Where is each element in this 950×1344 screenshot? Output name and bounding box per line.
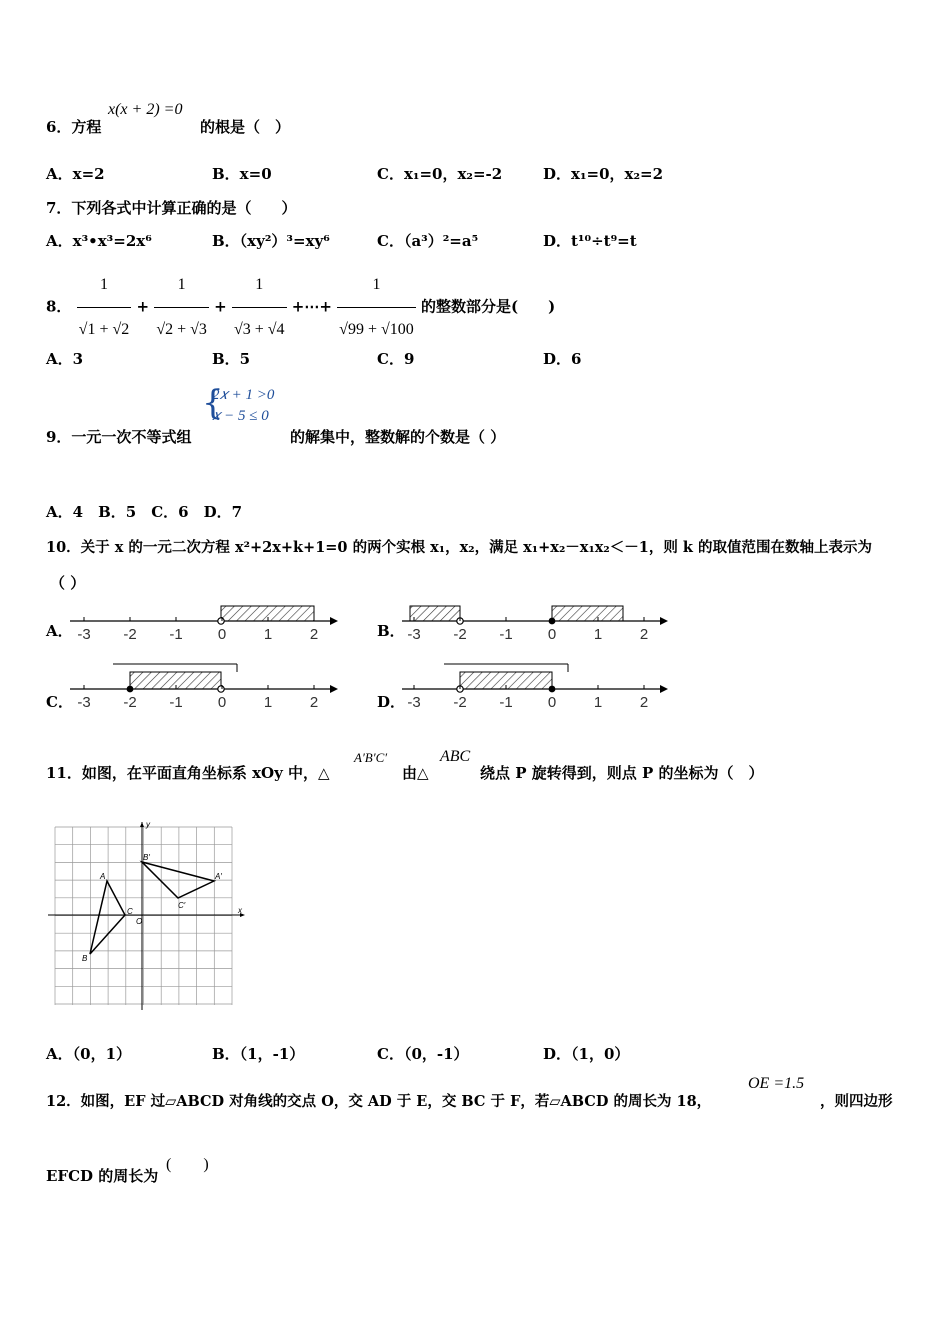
q7-stem: 7．下列各式中计算正确的是（ ） bbox=[46, 199, 297, 217]
q8-numerator-1: 1 bbox=[99, 276, 108, 293]
q8-option-d[interactable]: D．6 bbox=[543, 350, 582, 368]
q11-option-a[interactable]: A．（0，1） bbox=[46, 1045, 132, 1063]
tick-label: 2 bbox=[309, 626, 319, 643]
q10-option-b-label[interactable]: B． bbox=[377, 622, 405, 640]
q8-denominator-4: √99 + √100 bbox=[337, 307, 416, 352]
q9-stem-a: 9．一元一次不等式组 bbox=[46, 428, 192, 446]
q9-stem-b: 的解集中，整数解的个数是（ ） bbox=[290, 428, 506, 446]
tick-label: 0 bbox=[217, 626, 227, 643]
q10-paren: （ ） bbox=[50, 574, 86, 592]
q8-fraction-2 bbox=[154, 263, 209, 352]
tick-label: 2 bbox=[309, 694, 319, 711]
q7-option-d[interactable]: D．t¹⁰÷t⁹=t bbox=[543, 232, 637, 250]
number-line-c bbox=[70, 664, 338, 693]
q11-option-c[interactable]: C．（0，-1） bbox=[377, 1045, 469, 1063]
q11-stem-a: 11．如图，在平面直角坐标系 xOy 中，△ bbox=[46, 764, 330, 782]
tick-label: 1 bbox=[593, 626, 603, 643]
number-line-b bbox=[402, 606, 668, 625]
number-line-d bbox=[402, 664, 668, 693]
q9-brace: { bbox=[202, 383, 224, 423]
open-dot bbox=[218, 618, 224, 624]
q8-denominator-3: √3 + √4 bbox=[232, 307, 287, 352]
label-c: C bbox=[127, 907, 133, 916]
tick-label: 1 bbox=[263, 694, 273, 711]
tick-label: -1 bbox=[499, 694, 513, 711]
q10-option-d-label[interactable]: D． bbox=[377, 693, 406, 711]
q8-numerator-3: 1 bbox=[255, 276, 264, 293]
q6-option-a[interactable]: A．x=2 bbox=[46, 165, 105, 183]
q8-option-b[interactable]: B．5 bbox=[212, 350, 251, 368]
label-a-prime: A′ bbox=[215, 872, 222, 881]
q8-fraction-3 bbox=[232, 263, 287, 352]
tick-label: 2 bbox=[639, 626, 649, 643]
q8-plus-1: + bbox=[136, 297, 150, 316]
q8-tail: 的整数部分是( ) bbox=[420, 297, 556, 316]
tick-label: 1 bbox=[593, 694, 603, 711]
open-dot bbox=[457, 686, 463, 692]
q6-option-c[interactable]: C．x₁=0，x₂=-2 bbox=[377, 165, 503, 183]
tick-label: -1 bbox=[499, 626, 513, 643]
label-y-axis: y bbox=[146, 820, 150, 829]
label-o: O bbox=[136, 917, 143, 926]
q8-expression bbox=[46, 263, 556, 338]
q12-paren: ( ) bbox=[166, 1156, 209, 1173]
tick-label: -1 bbox=[169, 626, 183, 643]
q8-ellipsis: +⋯+ bbox=[291, 297, 332, 316]
q7-option-a[interactable]: A．x³•x³=2x⁶ bbox=[46, 232, 152, 250]
q8-fraction-1 bbox=[77, 263, 132, 352]
tick-label: -3 bbox=[407, 626, 421, 643]
q8-denominator-1: √1 + √2 bbox=[77, 307, 132, 352]
closed-dot bbox=[127, 686, 134, 693]
q11-coordinate-grid bbox=[48, 820, 248, 1015]
q12-stem-b: ，则四边形 bbox=[820, 1093, 893, 1110]
tick-label: 0 bbox=[547, 626, 557, 643]
number-line-a bbox=[70, 606, 338, 625]
tick-label: -2 bbox=[123, 694, 137, 711]
open-dot bbox=[218, 686, 224, 692]
q6-option-d[interactable]: D．x₁=0，x₂=2 bbox=[543, 165, 664, 183]
q9-inequality-2: 𝑥 − 5 ≤ 0 bbox=[212, 408, 269, 424]
q6-number: 6．方程 bbox=[46, 118, 102, 136]
q9-inequality-1: 2𝑥 + 1 >0 bbox=[212, 387, 275, 403]
tick-label: 2 bbox=[639, 694, 649, 711]
q12-stem-a: 12．如图，EF 过▱ABCD 对角线的交点 O，交 AD 于 E，交 BC 于 F，若▱ABCD 的周长为 18， bbox=[46, 1093, 712, 1110]
q8-fraction-4 bbox=[337, 263, 416, 352]
tick-label: -3 bbox=[77, 626, 91, 643]
tick-label: 0 bbox=[547, 694, 557, 711]
q8-option-a[interactable]: A．3 bbox=[46, 350, 84, 368]
open-dot bbox=[457, 618, 463, 624]
q9-options[interactable]: A．4 B．5 C．6 D．7 bbox=[46, 503, 243, 521]
q12-line-2: EFCD 的周长为 bbox=[46, 1167, 159, 1185]
q11-option-b[interactable]: B．（1，-1） bbox=[212, 1045, 305, 1063]
q8-option-c[interactable]: C．9 bbox=[377, 350, 415, 368]
q6-equation: x(x + 2) =0 bbox=[108, 101, 183, 118]
tick-label: -3 bbox=[77, 694, 91, 711]
label-c-prime: C′ bbox=[178, 901, 186, 910]
tick-label: -2 bbox=[453, 694, 467, 711]
q7-option-c[interactable]: C．（a³）²=a⁵ bbox=[377, 232, 479, 250]
label-b: B bbox=[82, 954, 88, 963]
closed-dot bbox=[549, 618, 556, 625]
tick-label: -3 bbox=[407, 694, 421, 711]
q11-stem-c: 绕点 P 旋转得到，则点 P 的坐标为（ ） bbox=[480, 764, 764, 782]
q11-option-d[interactable]: D．（1，0） bbox=[543, 1045, 630, 1063]
q11-stem-b: 由△ bbox=[402, 764, 429, 782]
tick-label: -2 bbox=[453, 626, 467, 643]
label-b-prime: B′ bbox=[143, 853, 150, 862]
q7-option-b[interactable]: B．（xy²）³=xy⁶ bbox=[212, 232, 330, 250]
q6-option-b[interactable]: B．x=0 bbox=[212, 165, 272, 183]
triangle-abc bbox=[90, 881, 125, 954]
q6-tail: 的根是（ ） bbox=[200, 118, 291, 136]
tick-label: 0 bbox=[217, 694, 227, 711]
q8-numerator-4: 1 bbox=[372, 276, 381, 293]
q8-numerator-2: 1 bbox=[177, 276, 186, 293]
tick-label: -1 bbox=[169, 694, 183, 711]
q8-number: 8． bbox=[46, 297, 72, 316]
label-a: A bbox=[100, 872, 106, 881]
q8-plus-2: + bbox=[214, 297, 227, 316]
closed-dot bbox=[549, 686, 556, 693]
q12-oe: OE =1.5 bbox=[748, 1075, 805, 1092]
q11-triangle-prime: A′B′C′ bbox=[354, 750, 388, 765]
q10-option-a-label[interactable]: A． bbox=[46, 622, 73, 640]
label-x-axis: x bbox=[238, 906, 242, 915]
tick-label: -2 bbox=[123, 626, 137, 643]
q10-option-c-label[interactable]: C． bbox=[46, 693, 73, 711]
q8-denominator-2: √2 + √3 bbox=[154, 307, 209, 352]
tick-label: 1 bbox=[263, 626, 273, 643]
q11-triangle: ABC bbox=[440, 748, 471, 765]
q10-stem: 10．关于 x 的一元二次方程 x²+2x+k+1=0 的两个实根 x₁，x₂，满足 x₁+x₂－x₁x₂＜－1，则 k 的取值范围在数轴上表示为 bbox=[46, 539, 873, 556]
